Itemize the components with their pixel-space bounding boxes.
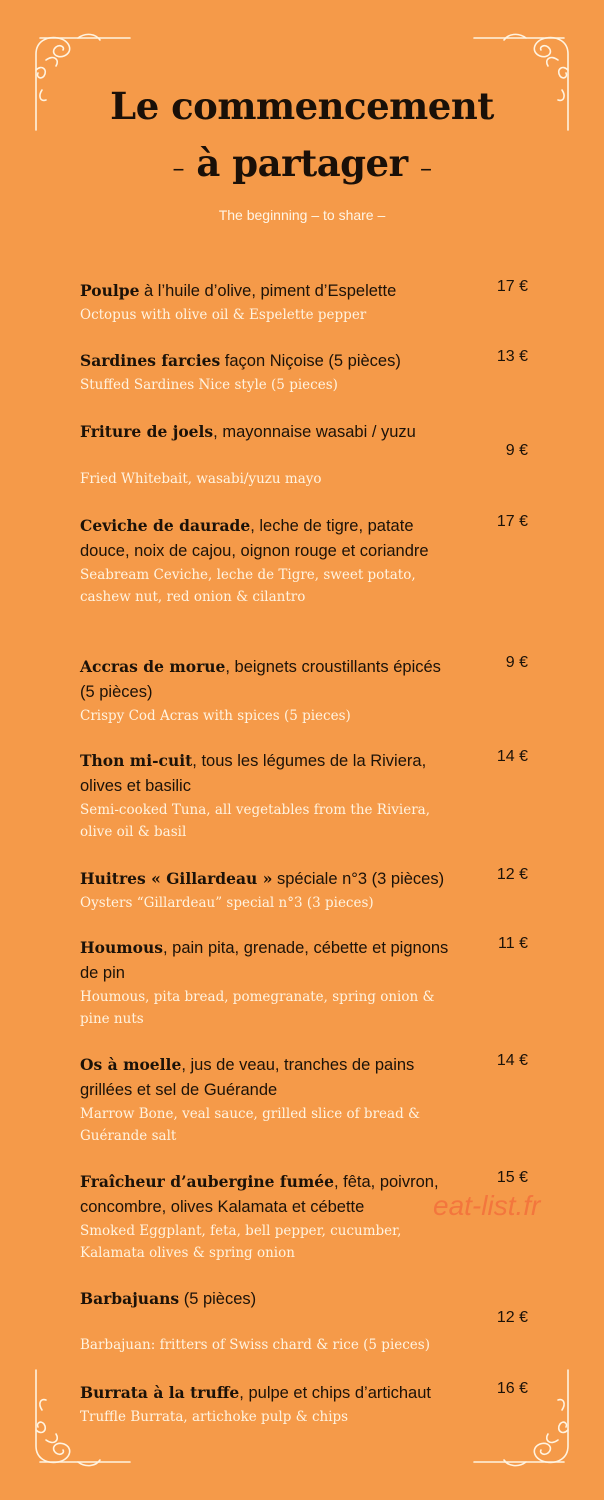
item-french-text [80, 513, 458, 564]
item-price: 9 € [505, 442, 528, 459]
item-price: 9 € [505, 654, 528, 671]
item-price: 16 € [496, 1380, 528, 1397]
item-english: Smoked Eggplant, feta, bell pepper, cucumber, Kalamata olives & spring onion [80, 1223, 402, 1261]
item-english: Seabream Ceviche, leche de Tigre, sweet potato, cashew nut, red onion & cilantro [80, 567, 416, 605]
item-french-text [80, 1380, 458, 1406]
item-description: , mayonnaise wasabi / yuzu [213, 423, 416, 441]
item-description: façon Niçoise (5 pièces) [220, 352, 401, 370]
item-french-text [80, 654, 458, 705]
item-price: 11 € [498, 935, 528, 952]
item-price: 13 € [496, 348, 528, 365]
title-dash-right: – [419, 154, 432, 182]
menu-item [80, 654, 528, 727]
item-description: , jus de veau, tranches de pains grillées et sel de Guérande [80, 1056, 415, 1099]
item-name: Poulpe [80, 281, 140, 300]
item-english: Crispy Cod Acras with spices (5 pieces) [80, 708, 351, 724]
item-price: 17 € [496, 278, 528, 295]
item-description: , leche de tigre, patate douce, noix de cajou, oignon rouge et coriandre [80, 517, 429, 560]
menu-item [80, 1052, 528, 1147]
item-french-text [80, 748, 458, 799]
item-name: Burrata à la truffe [80, 1383, 240, 1402]
item-description: , pain pita, grenade, cébette et pignons de pin [80, 939, 449, 982]
item-name: Houmous [80, 938, 163, 957]
item-description: , fêta, poivron, concombre, olives Kalamata et cébette [80, 1173, 439, 1216]
item-name: Barbajuans [80, 1289, 180, 1308]
item-english: Truffle Burrata, artichoke pulp & chips [80, 1409, 349, 1425]
item-french-text [80, 348, 458, 374]
item-description: , tous les légumes de la Riviera, olives et basilic [80, 752, 427, 795]
page-subtitle: The beginning – to share – [218, 207, 386, 223]
item-english: Barbajuan: fritters of Swiss chard & rice (5 pieces) [80, 1337, 430, 1353]
item-price: 12 € [496, 1309, 528, 1326]
title-dash-left: – [172, 154, 185, 182]
item-name: Friture de joels [80, 422, 214, 441]
item-description: , beignets croustillants épicés (5 pièces) [80, 658, 441, 701]
item-price: 17 € [496, 513, 528, 530]
item-english: Octopus with olive oil & Espelette pepper [80, 307, 367, 323]
page-title-line2 [0, 141, 604, 185]
item-french-text [80, 1169, 458, 1220]
item-price: 15 € [496, 1169, 528, 1186]
item-description: (5 pièces) [179, 1290, 257, 1308]
item-english: Fried Whitebait, wasabi/yuzu mayo [80, 471, 322, 487]
item-name: Fraîcheur d’aubergine fumée [80, 1172, 334, 1191]
item-french-text [80, 935, 458, 986]
item-french-text [80, 866, 458, 892]
item-english: Houmous, pita bread, pomegranate, spring onion & pine nuts [80, 989, 435, 1027]
item-name: Os à moelle [80, 1055, 182, 1074]
item-name: Sardines farcies [80, 351, 221, 370]
item-french-text [80, 419, 458, 445]
menu-item [80, 348, 528, 396]
item-name: Thon mi-cuit [80, 751, 193, 770]
menu-item [80, 935, 528, 1030]
menu-item [80, 278, 528, 326]
watermark: eat-list.fr [433, 1190, 541, 1221]
item-french-text [80, 1286, 458, 1312]
item-french-text [80, 1052, 458, 1103]
item-price: 14 € [496, 1052, 528, 1069]
item-french-text [80, 278, 458, 304]
item-description: à l’huile d’olive, piment d’Espelette [139, 282, 397, 300]
menu-item [80, 1380, 528, 1428]
menu-item [80, 748, 528, 843]
item-english: Oysters “Gillardeau” special n°3 (3 pieces) [80, 895, 374, 911]
item-name: Huitres « Gillardeau » [80, 869, 273, 888]
page-title: Le commencement [110, 84, 494, 128]
item-price: 14 € [496, 748, 528, 765]
item-price: 12 € [496, 866, 528, 883]
menu-item [80, 1286, 528, 1356]
item-description: spéciale n°3 (3 pièces) [272, 870, 445, 888]
item-english: Marrow Bone, veal sauce, grilled slice of bread & Guérande salt [80, 1106, 421, 1144]
item-name: Accras de morue [80, 657, 226, 676]
item-english: Stuffed Sardines Nice style (5 pieces) [80, 377, 338, 393]
menu-item [80, 419, 528, 490]
menu-item [80, 866, 528, 914]
item-name: Ceviche de daurade [80, 516, 251, 535]
title-line2-text: à partager [196, 141, 408, 185]
item-english: Semi-cooked Tuna, all vegetables from the Riviera, olive oil & basil [80, 802, 431, 840]
menu-item [80, 513, 528, 608]
item-description: , pulpe et chips d’artichaut [239, 1384, 431, 1402]
